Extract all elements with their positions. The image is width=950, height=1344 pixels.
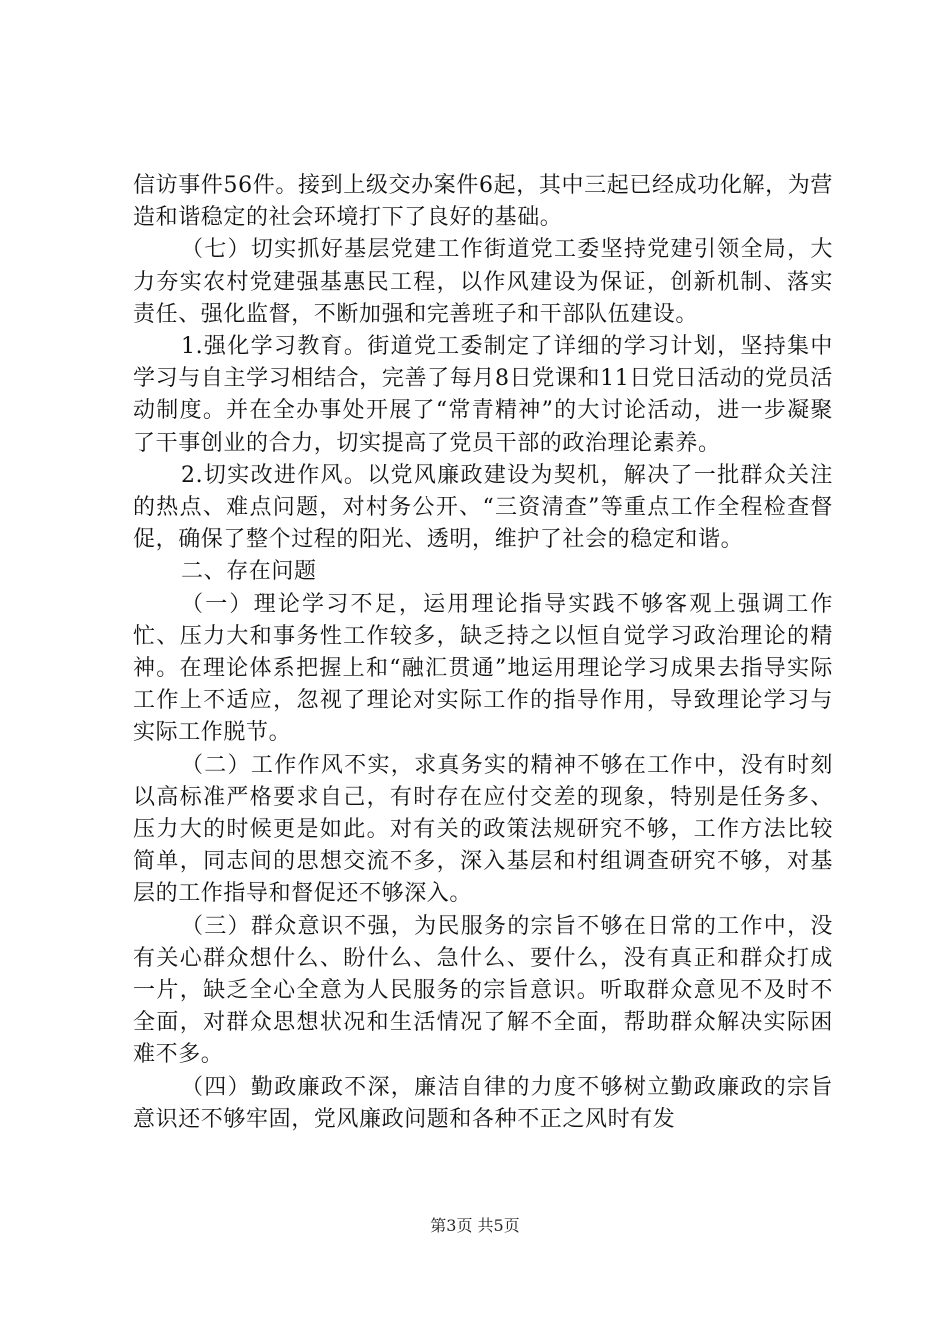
paragraph-2: （七）切实抓好基层党建工作街道党工委坚持党建引领全局，大力夯实农村党建强基惠民工程，以作风建设为保证，创新机制、落实责任、强化监督，不断加强和完善班子和干部队伍建设。: [133, 237, 833, 327]
section-heading: 二、存在问题: [181, 559, 317, 585]
paragraph-6: （二）工作作风不实，求真务实的精神不够在工作中，没有时刻以高标准严格要求自己，有时存在应付交差的现象，特别是任务多、压力大的时候更是如此。对有关的政策法规研究不够，工作方法比较简单，同志间的思想交流不多，深入基层和村组调查研究不够，对基层的工作指导和督促还不够深入。: [133, 752, 833, 907]
paragraph-4: 2.切实改进作风。以党风廉政建设为契机，解决了一批群众关注的热点、难点问题，对村务公开、“三资清查”等重点工作全程检查督促，确保了整个过程的阳光、透明，维护了社会的稳定和谐。: [133, 462, 833, 553]
paragraph-5: （一）理论学习不足，运用理论指导实践不够客观上强调工作忙、压力大和事务性工作较多，缺乏持之以恒自觉学习政治理论的精神。在理论体系把握上和“融汇贯通”地运用理论学习成果去指导实际工作上不适应，忽视了理论对实际工作的指导作用，导致理论学习与实际工作脱节。: [133, 591, 833, 746]
paragraph-1: 信访事件56件。接到上级交办案件6起，其中三起已经成功化解，为营造和谐稳定的社会环境打下了良好的基础。: [133, 173, 833, 231]
document-body: [133, 170, 833, 1136]
page-footer: 第3页 共5页: [430, 1216, 520, 1235]
paragraph-3: 1.强化学习教育。街道党工委制定了详细的学习计划，坚持集中学习与自主学习相结合，完善了每月8日党课和11日党日活动的党员活动制度。并在全办事处开展了“常青精神”的大讨论活动，进一步凝聚了干事创业的合力，切实提高了党员干部的政治理论素养。: [133, 334, 833, 456]
paragraph-7: （三）群众意识不强，为民服务的宗旨不够在日常的工作中，没有关心群众想什么、盼什么、急什么、要什么，没有真正和群众打成一片，缺乏全心全意为人民服务的宗旨意识。听取群众意见不及时不全面，对群众思想状况和生活情况了解不全面，帮助群众解决实际困难不多。: [133, 913, 833, 1068]
paragraph-8: （四）勤政廉政不深，廉洁自律的力度不够树立勤政廉政的宗旨意识还不够牢固，党风廉政问题和各种不正之风时有发: [133, 1074, 833, 1132]
